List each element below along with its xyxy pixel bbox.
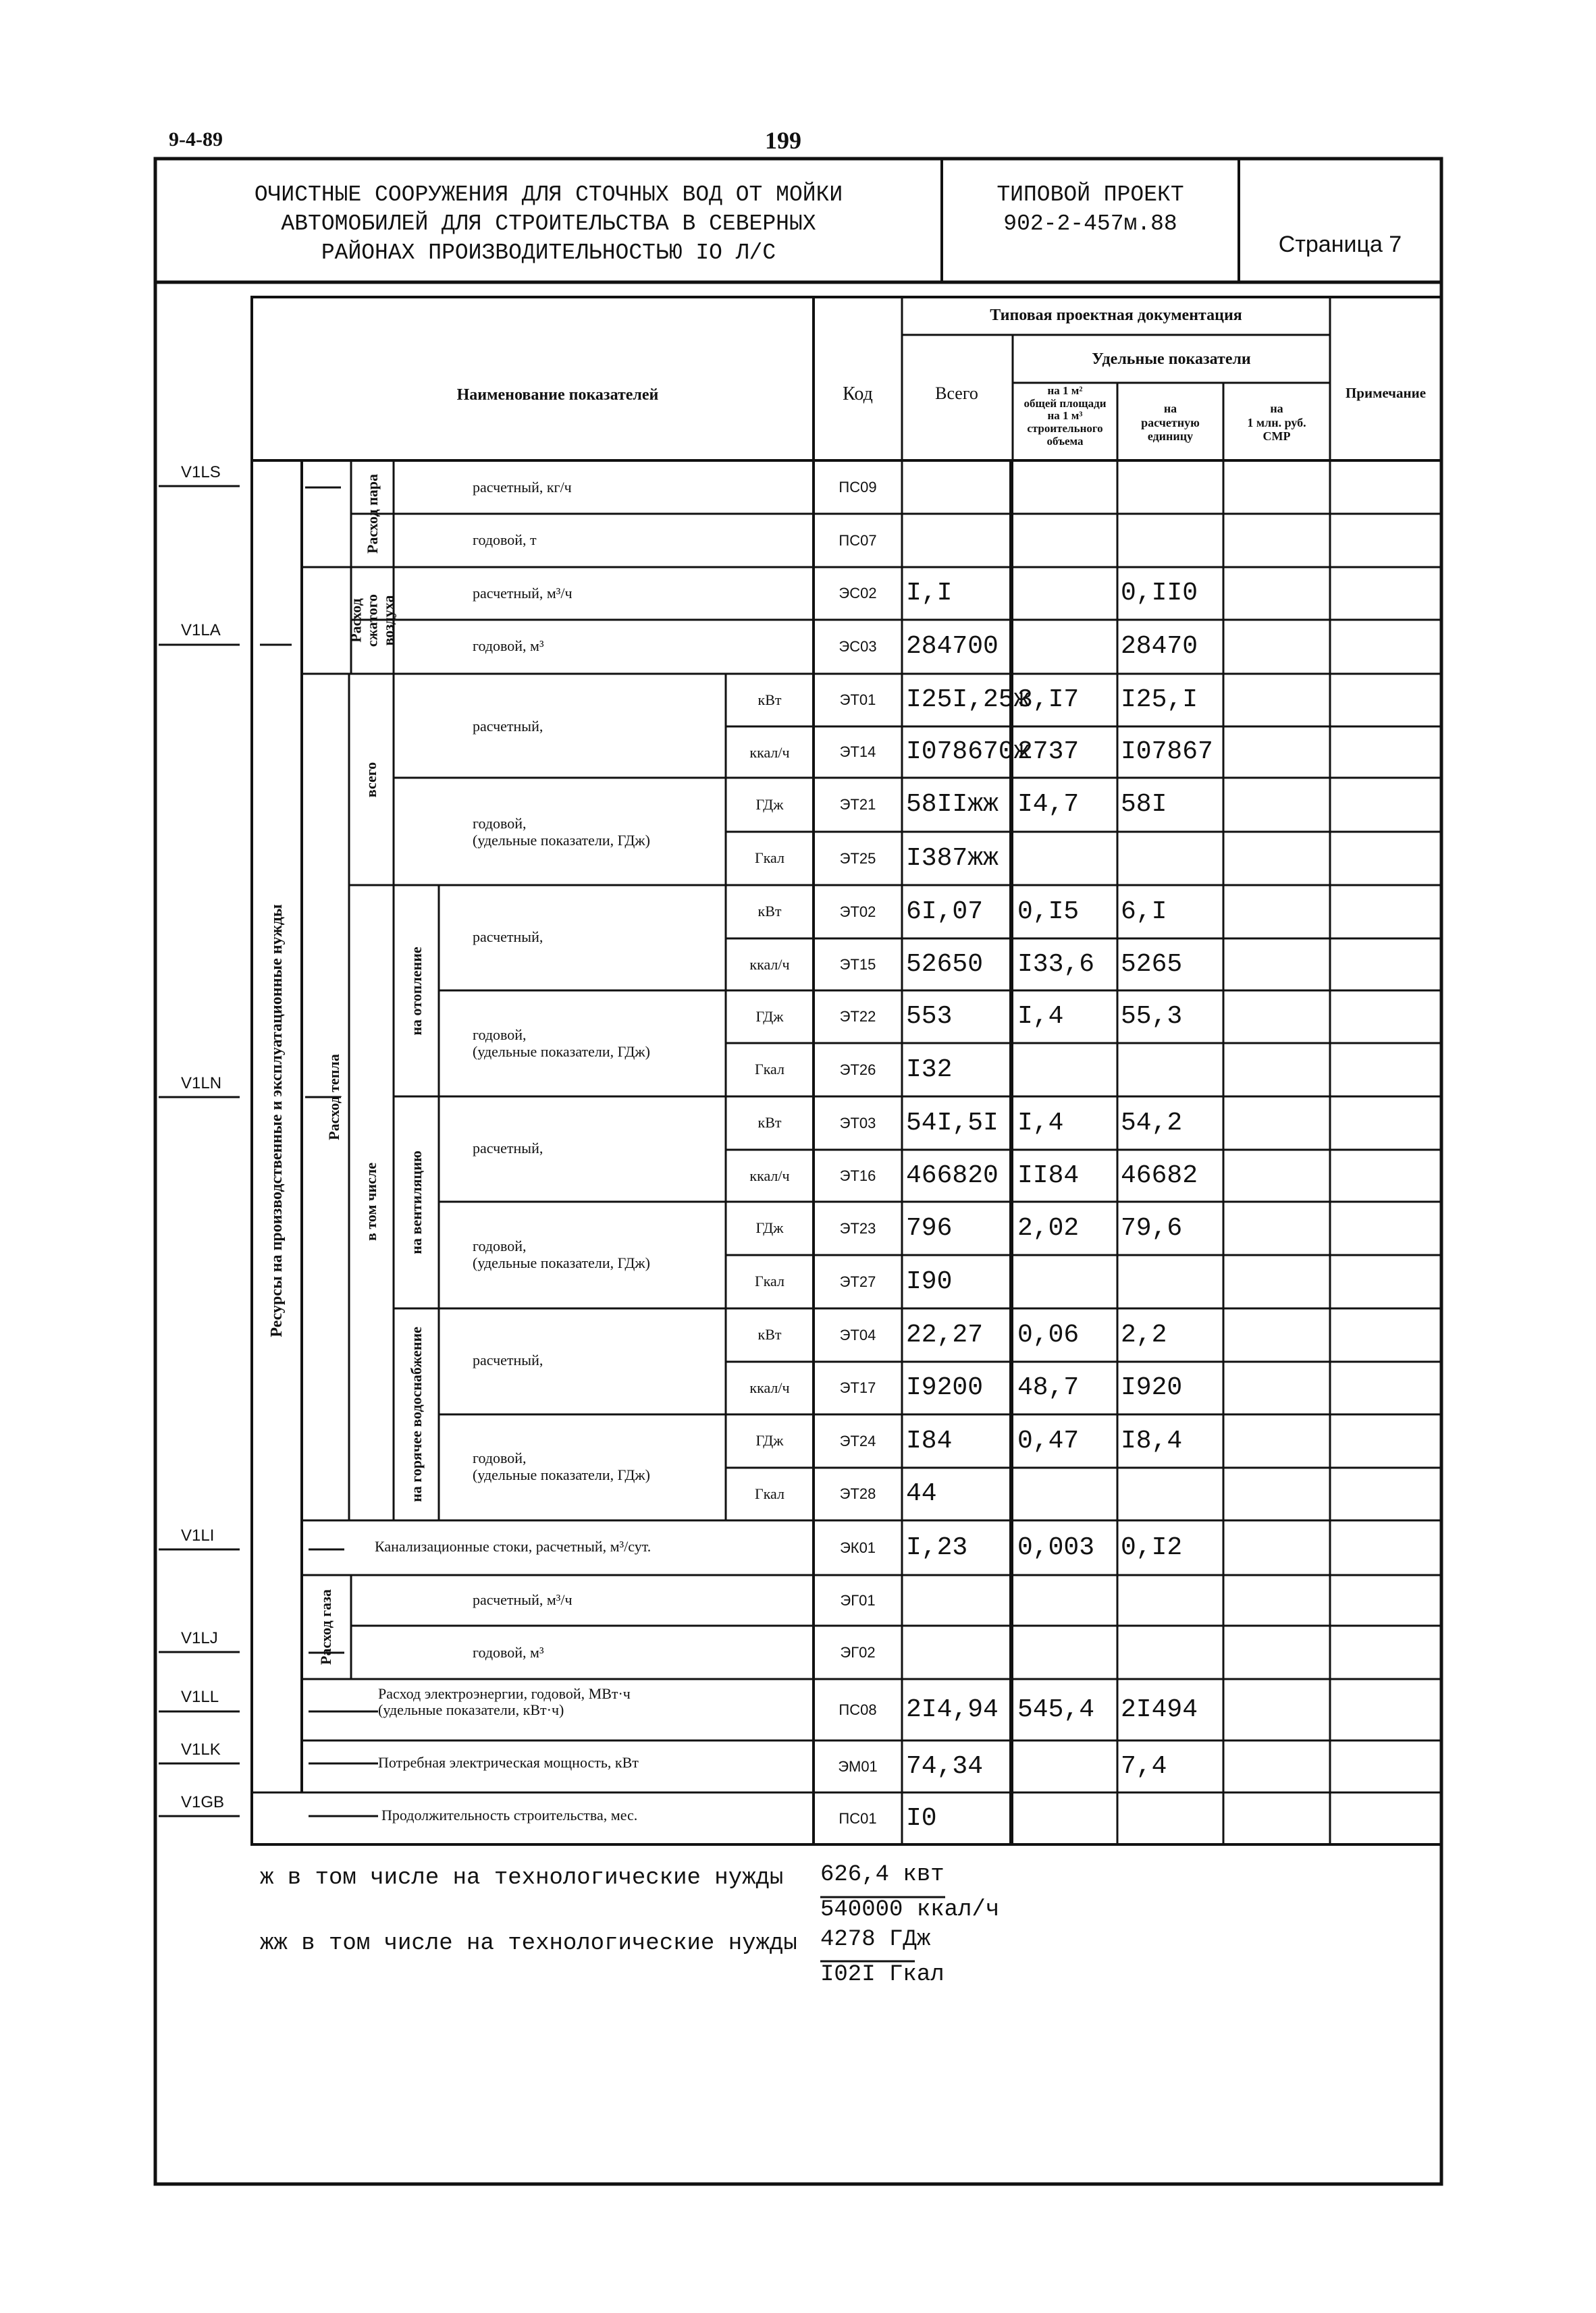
row-code: ЭТ14	[839, 743, 876, 760]
row-label: расчетный,	[473, 1352, 543, 1368]
row-label: расчетный,	[473, 718, 543, 735]
per-unit-line-1: на	[1163, 402, 1177, 415]
sheet-label: Страница 7	[1278, 232, 1402, 257]
row-code: ЭГ02	[840, 1643, 876, 1661]
vertical-label-steam: Расход пара	[363, 474, 381, 554]
vertical-label-air: Расход сжатого воздуха	[347, 593, 398, 647]
row-code: ЭТ03	[839, 1114, 876, 1132]
row-label: расчетный, м³/ч	[473, 585, 573, 602]
value-total: I,23	[906, 1533, 968, 1562]
value-per-m2: 48,7	[1017, 1373, 1080, 1402]
annual-line-1: годовой,	[473, 1238, 527, 1254]
per-m2-line-2: общей площади	[1023, 396, 1107, 410]
row-code: ЭТ04	[839, 1326, 876, 1344]
row-code: ЭТ15	[839, 955, 876, 973]
annual-line-1: годовой,	[473, 1450, 527, 1466]
row-code: ЭТ25	[839, 849, 876, 867]
value-total: I,I	[906, 579, 953, 608]
value-per-unit: 0,I2	[1121, 1533, 1183, 1562]
row-label-annual	[473, 815, 650, 849]
per-m2-line-5: объема	[1046, 434, 1084, 448]
value-total: 44	[906, 1479, 937, 1508]
unit-label: ГДж	[755, 1432, 784, 1449]
unit-label: ГДж	[755, 1219, 784, 1236]
value-per-unit: 58I	[1121, 790, 1167, 819]
page-number: 199	[765, 127, 801, 154]
footnote-1-value-1: 626,4 квт	[820, 1862, 945, 1888]
row-label: годовой, м³	[473, 1644, 544, 1661]
row-code: ЭТ21	[839, 796, 876, 813]
value-per-m2: 0,003	[1017, 1533, 1095, 1562]
annual-line-2: (удельные показатели, ГДж)	[473, 1466, 650, 1484]
vertical-label-gas: Расход газа	[317, 1589, 334, 1665]
electricity-line-1: Расход электроэнергии, годовой, МВт·ч	[378, 1685, 631, 1702]
vertical-label-ventilation: на вентиляцию	[407, 1150, 425, 1254]
row-label: годовой, т	[473, 531, 537, 548]
footnote-2-label: жж в том числе на технологические нужды	[260, 1931, 797, 1957]
side-code: V1LK	[181, 1740, 221, 1759]
unit-label: Гкал	[754, 1273, 784, 1290]
electricity-line-2: (удельные показатели, кВт·ч)	[378, 1701, 564, 1719]
side-code: V1LS	[181, 463, 221, 481]
row-code: ПС07	[839, 531, 877, 549]
value-per-unit: 2,2	[1121, 1320, 1167, 1350]
value-per-unit: 0,II0	[1121, 579, 1198, 608]
value-per-m2: 0,I5	[1017, 897, 1080, 926]
header-per-unit	[1117, 402, 1223, 444]
value-per-m2: I4,7	[1017, 790, 1080, 819]
per-rub-line-1: на	[1270, 402, 1283, 415]
title-line-2: АВТОМОБИЛЕЙ ДЛЯ СТРОИТЕЛЬСТВА В СЕВЕРНЫХ	[281, 211, 816, 236]
annual-line-1: годовой,	[473, 815, 527, 832]
project-number: 902-2-457м.88	[1003, 211, 1177, 236]
row-code: ЭТ23	[839, 1219, 876, 1237]
value-total: 74,34	[906, 1751, 984, 1781]
vertical-label-total: всего	[362, 762, 379, 798]
per-unit-line-3: единицу	[1147, 429, 1194, 444]
value-per-m2: 2737	[1017, 737, 1080, 766]
value-per-unit: I8,4	[1121, 1426, 1183, 1456]
row-code: ЭТ16	[839, 1167, 876, 1184]
unit-label: кВт	[757, 1326, 782, 1343]
annual-line-2: (удельные показатели, ГДж)	[473, 832, 650, 849]
header-note-column: Примечание	[1345, 385, 1427, 401]
value-per-m2: I,4	[1017, 1002, 1064, 1031]
unit-label: Гкал	[754, 1061, 784, 1078]
header-per-m2	[1013, 385, 1117, 448]
project-label: ТИПОВОЙ ПРОЕКТ	[996, 182, 1184, 207]
value-total: 58IIжж	[906, 790, 999, 819]
per-rub-line-2: 1 млн. руб.	[1247, 415, 1306, 429]
value-per-unit: 79,6	[1121, 1213, 1183, 1243]
per-m2-line-4: строительного	[1027, 422, 1103, 435]
value-total: 22,27	[906, 1320, 984, 1350]
unit-label: Гкал	[754, 849, 784, 866]
header-per-million-rub	[1223, 402, 1330, 444]
unit-label: кВт	[757, 903, 782, 920]
value-total: 284700	[906, 632, 999, 661]
row-code: ЭМ01	[838, 1757, 878, 1775]
value-per-unit: 6,I	[1121, 897, 1167, 926]
footnote-1-value-2: 540000 ккал/ч	[820, 1897, 1000, 1923]
value-total: I078670ж	[906, 737, 1030, 766]
value-per-unit: 5265	[1121, 949, 1183, 979]
annual-line-1: годовой,	[473, 1026, 527, 1043]
row-label: расчетный,	[473, 928, 543, 945]
value-total: 52650	[906, 949, 984, 979]
unit-label: кВт	[757, 1114, 782, 1131]
row-label-power: Потребная электрическая мощность, кВт	[378, 1754, 639, 1771]
value-total: I32	[906, 1055, 953, 1084]
unit-label: ГДж	[755, 796, 784, 813]
row-code: ЭГ01	[840, 1591, 876, 1609]
annual-line-2: (удельные показатели, ГДж)	[473, 1254, 650, 1272]
value-total: 6I,07	[906, 897, 984, 926]
value-per-m2: 2,02	[1017, 1213, 1080, 1243]
row-code: ЭТ22	[839, 1008, 876, 1025]
row-code: ЭС02	[839, 585, 877, 602]
value-total: I9200	[906, 1373, 984, 1402]
side-code: V1LI	[181, 1526, 215, 1545]
row-label-annual	[473, 1450, 650, 1484]
value-per-m2: 0,47	[1017, 1426, 1080, 1456]
value-per-m2: 545,4	[1017, 1695, 1095, 1724]
value-per-unit: 7,4	[1121, 1751, 1167, 1781]
side-code: V1LL	[181, 1688, 219, 1706]
row-code: ЭК01	[839, 1539, 876, 1556]
value-per-m2: II84	[1017, 1161, 1080, 1190]
document-code: 9-4-89	[169, 128, 223, 151]
row-code: ПС01	[839, 1809, 877, 1827]
value-per-m2: I33,6	[1017, 949, 1095, 979]
header-code-column: Код	[843, 383, 873, 404]
row-code: ЭТ28	[839, 1485, 876, 1502]
value-per-unit: I920	[1121, 1373, 1183, 1402]
value-per-m2: I,4	[1017, 1108, 1064, 1138]
row-label-duration: Продолжительность строительства, мес.	[381, 1807, 638, 1824]
value-total: 553	[906, 1002, 953, 1031]
value-per-unit: 46682	[1121, 1161, 1198, 1190]
value-total: 54I,5I	[906, 1108, 999, 1138]
value-per-unit: 55,3	[1121, 1002, 1183, 1031]
row-code: ЭТ01	[839, 691, 876, 708]
title-line-1: ОЧИСТНЫЕ СООРУЖЕНИЯ ДЛЯ СТОЧНЫХ ВОД ОТ МОЙКИ	[254, 182, 843, 207]
project-block	[945, 181, 1235, 239]
row-label: расчетный,	[473, 1140, 543, 1156]
value-per-m2: 3,I7	[1017, 685, 1080, 714]
header-specific-indicators: Удельные показатели	[1092, 350, 1251, 368]
vertical-label-hot-water: на горячее водоснабжение	[407, 1327, 425, 1502]
value-per-unit: I07867	[1121, 737, 1213, 766]
header-name-column: Наименование показателей	[456, 386, 659, 404]
unit-label: ГДж	[755, 1008, 784, 1025]
vertical-label-resources: Ресурсы на производственные и эксплуатационные нужды	[267, 904, 286, 1337]
document-title	[159, 181, 938, 268]
row-code: ЭС03	[839, 638, 877, 655]
value-total: I387жж	[906, 843, 999, 873]
footnote-2-value-1: 4278 ГДж	[820, 1927, 931, 1952]
row-label: годовой, м³	[473, 637, 544, 654]
header-typical-docs: Типовая проектная документация	[990, 307, 1242, 324]
row-label-annual	[473, 1026, 650, 1061]
row-label: расчетный, м³/ч	[473, 1591, 573, 1608]
vertical-label-heating: на отопление	[407, 947, 425, 1036]
annual-line-2: (удельные показатели, ГДж)	[473, 1043, 650, 1061]
unit-label: Гкал	[754, 1485, 784, 1502]
value-per-m2: 0,06	[1017, 1320, 1080, 1350]
value-total: I90	[906, 1267, 953, 1296]
side-code: V1LJ	[181, 1629, 218, 1647]
vertical-label-heat: Расход тепла	[325, 1054, 342, 1140]
footnote-2-value-2: I02I Гкал	[820, 1962, 945, 1988]
row-label-sewage: Канализационные стоки, расчетный, м³/сут.	[375, 1538, 651, 1555]
value-total: 466820	[906, 1161, 999, 1190]
value-total: I0	[906, 1803, 937, 1833]
per-m2-line-3: на 1 м³	[1047, 409, 1083, 423]
row-label: расчетный, кг/ч	[473, 479, 572, 496]
footnote-1-label: ж в том числе на технологические нужды	[260, 1865, 784, 1891]
row-code: ЭТ17	[839, 1379, 876, 1396]
unit-label: кВт	[757, 691, 782, 708]
side-code: V1LN	[181, 1074, 222, 1092]
value-per-unit: 2I494	[1121, 1695, 1198, 1724]
side-code: V1LA	[181, 621, 221, 639]
unit-label: ккал/ч	[749, 956, 790, 973]
row-code: ЭТ24	[839, 1432, 876, 1450]
value-total: I84	[906, 1426, 953, 1456]
unit-label: ккал/ч	[749, 744, 790, 761]
value-total: 2I4,94	[906, 1695, 999, 1724]
side-code: V1GB	[181, 1793, 225, 1811]
value-per-unit: 28470	[1121, 632, 1198, 661]
row-label-annual	[473, 1238, 650, 1272]
value-total: 796	[906, 1213, 953, 1243]
unit-label: ккал/ч	[749, 1167, 790, 1184]
value-per-unit: I25,I	[1121, 685, 1198, 714]
per-m2-line-1: на 1 м²	[1047, 384, 1083, 397]
row-label-electricity	[378, 1686, 631, 1718]
unit-label: ккал/ч	[749, 1379, 790, 1396]
header-total-column: Всего	[935, 383, 978, 403]
per-rub-line-3: СМР	[1262, 429, 1291, 444]
value-total: I25I,25ж	[906, 685, 1030, 714]
row-code: ЭТ27	[839, 1273, 876, 1290]
row-code: ЭТ02	[839, 903, 876, 920]
vertical-label-incl: в том числе	[362, 1163, 379, 1241]
row-code: ПС08	[839, 1701, 877, 1718]
title-line-3: РАЙОНАХ ПРОИЗВОДИТЕЛЬНОСТЬЮ IO Л/С	[321, 240, 776, 265]
row-code: ПС09	[839, 478, 877, 496]
value-per-unit: 54,2	[1121, 1108, 1183, 1138]
row-code: ЭТ26	[839, 1061, 876, 1078]
per-unit-line-2: расчетную	[1141, 415, 1200, 429]
